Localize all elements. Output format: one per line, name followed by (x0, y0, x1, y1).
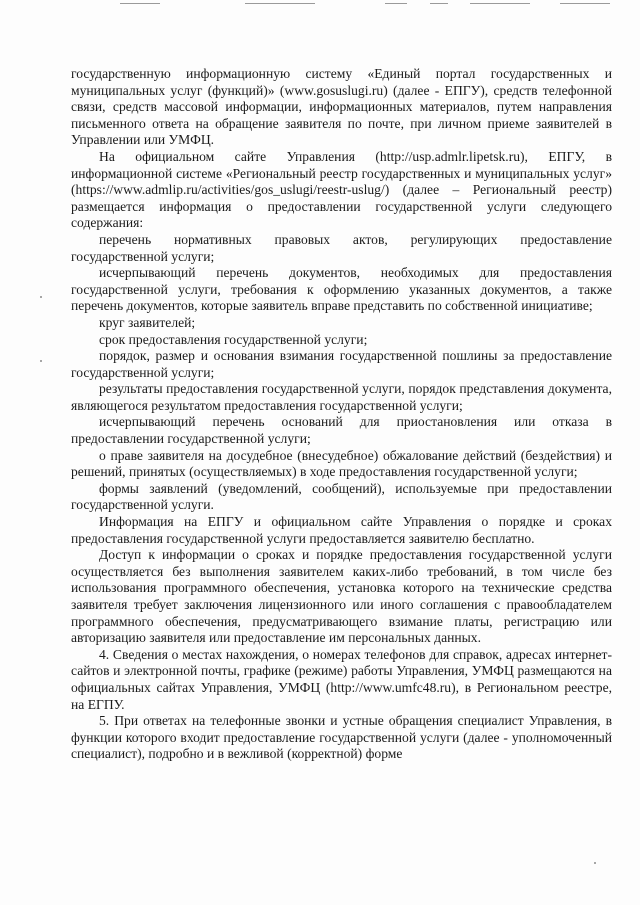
list-item: исчерпывающий перечень оснований для приостановления или отказа в предоставлении государственной услуги; (71, 414, 612, 447)
list-item: исчерпывающий перечень документов, необходимых для предоставления государственной услуги, требования к оформлению указанных документов, а также перечень документов, которые заявитель вправе представить по собственной инициативе; (71, 265, 612, 314)
paragraph: Доступ к информации о сроках и порядке предоставления государственной услуги осуществляется без выполнения заявителем каких-либо требований, в том числе без использования программного обеспечения, установка которого на технические средства заявителя требует заключения лицензионного или иного соглашения с правообладателем программного обеспечения, предусматривающего взимание платы, регистрацию или авторизацию заявителя или предоставление им персональных данных. (71, 547, 612, 646)
list-item: формы заявлений (уведомлений, сообщений), используемые при предоставлении государственной услуги. (71, 480, 612, 513)
paragraph: Информация на ЕПГУ и официальном сайте Управления о порядке и сроках предоставления государственной услуги предоставляется заявителю бесплатно. (71, 514, 612, 546)
list-item: результаты предоставления государственной услуги, порядок представления документа, являющегося результатом предоставления государственной услуги; (71, 381, 612, 413)
scan-speck (40, 296, 42, 298)
scan-speck (40, 360, 42, 362)
list-item: срок предоставления государственной услуги; (99, 331, 368, 347)
paragraph: 5. При ответах на телефонные звонки и устные обращения специалист Управления, в функции которого входит предоставление государственной услуги (далее - уполномоченный специалист), подробно и в вежливой (корректной) форме (71, 713, 612, 762)
scan-speck (594, 862, 596, 864)
document-body (71, 66, 612, 763)
paragraph: государственную информационную систему «Единый портал государственных и муниципальных услуг (функций)» (www.gosuslugi.ru) (далее - ЕПГУ), средств телефонной связи, средств массовой информации, информационных материалов, путем направления письменного ответа на обращение заявителя по почте, при личном приеме заявителей в Управлении или УМФЦ. (71, 66, 612, 148)
list-item: о праве заявителя на досудебное (внесудебное) обжалование действий (бездействия) и решений, принятых (осуществляемых) в ходе предоставления государственной услуги; (71, 447, 612, 480)
list-item: перечень нормативных правовых актов, регулирующих предоставление государственной услуги; (71, 231, 612, 264)
list-item: порядок, размер и основания взимания государственной пошлины за предоставление государственной услуги; (71, 348, 612, 380)
scan-edge (0, 0, 640, 8)
paragraph: 4. Сведения о местах нахождения, о номерах телефонов для справок, адресах интернет-сайтов и электронной почты, графике (режиме) работы Управления, УМФЦ размещаются на официальных сайтах Управления, УМФЦ (http://www.umfc48.ru), в Региональном реестре, на ЕГПУ. (71, 646, 612, 712)
paragraph: На официальном сайте Управления (http://usp.admlr.lipetsk.ru), ЕПГУ, в информационной системе «Региональный реестр государственных и муниципальных услуг» (https://www.admlip.ru/activities/gos_uslugi/reestr-uslug/) (далее – Региональный реестр) размещается информация о предоставлении государственной услуги следующего содержания: (71, 148, 612, 231)
list-item: круг заявителей; (99, 314, 196, 330)
